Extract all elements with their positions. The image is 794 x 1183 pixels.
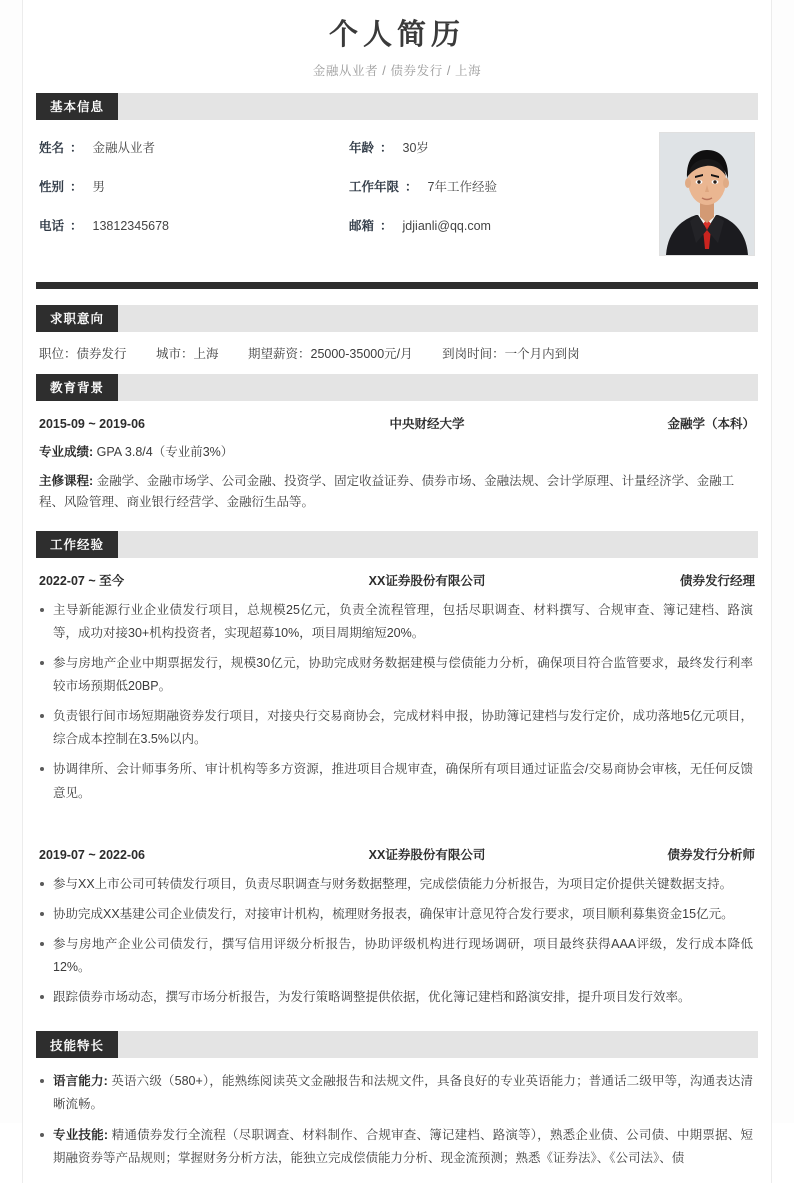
field-email-value: jdjianli@qq.com: [402, 218, 491, 233]
work-entry: [23, 558, 771, 818]
intent-availability: 到岗时间：一个月内到岗: [442, 346, 580, 361]
education-gpa-line: [23, 442, 771, 472]
list-item: 跟踪债券市场动态，撰写市场分析报告，为发行策略调整提供依据，优化簿记建档和路演安排，提升项目发行效率。: [53, 986, 753, 1009]
work-entry-header: [23, 558, 771, 599]
skill-professional-separator: :: [103, 1127, 108, 1142]
field-age-separator: ：: [380, 140, 393, 155]
basic-info-grid: [39, 138, 669, 234]
work-company: XX证券股份有限公司: [368, 847, 486, 862]
basic-info-block: [23, 120, 771, 274]
field-experience-years: [349, 177, 669, 195]
skill-language-text: 英语六级（580+），能熟练阅读英文金融报告和法规文件，具备良好的专业英语能力；普通话二级甲等，沟通表达清晰流畅。: [53, 1074, 753, 1112]
section-header-intent: [36, 305, 758, 332]
field-experience-years-separator: ：: [405, 179, 418, 194]
list-item: 协调律所、会计师事务所、审计机构等多方资源，推进项目合规审查，确保所有项目通过证监会/交易商协会审核，无任何反馈意见。: [53, 758, 753, 804]
section-header-education: [36, 374, 758, 401]
education-school: 中央财经大学: [389, 416, 465, 431]
list-item: 参与XX上市公司可转债发行项目，负责尽职调查与财务数据整理，完成偿债能力分析报告，为项目定价提供关键数据支持。: [53, 873, 753, 896]
education-courses-line: [23, 471, 771, 521]
field-phone-label: 电话: [39, 218, 65, 233]
list-item: [53, 1070, 753, 1116]
work-period: 2022-07 ~ 至今: [39, 573, 125, 588]
field-phone-separator: ：: [70, 218, 83, 233]
list-item: 参与房地产企业公司债发行，撰写信用评级分析报告，协助评级机构进行现场调研，项目最终获得AAA评级，发行成本降低12%。: [53, 933, 753, 979]
skills-bullet-list: [23, 1058, 771, 1183]
section-tag-basic: 基本信息: [36, 93, 118, 120]
avatar: [659, 132, 755, 256]
work-company: XX证券股份有限公司: [368, 573, 486, 588]
field-name-label: 姓名: [39, 140, 65, 155]
section-tag-work: 工作经验: [36, 531, 118, 558]
intent-position: 职位：债券发行: [39, 346, 127, 361]
field-phone: [39, 216, 349, 234]
field-age-value: 30岁: [402, 140, 429, 155]
portrait-photo-icon: [660, 133, 754, 255]
document-header: [23, 0, 771, 93]
spacer: [23, 818, 771, 832]
page-subtitle: 金融从业者 / 债券发行 / 上海: [312, 63, 482, 78]
work-role: 债券发行经理: [679, 573, 755, 588]
field-age-label: 年龄: [349, 140, 375, 155]
field-name-value: 金融从业者: [92, 140, 156, 155]
education-major: 金融学（本科）: [667, 416, 755, 431]
work-role: 债券发行分析师: [667, 847, 755, 862]
field-email: [349, 216, 669, 234]
skill-language-separator: :: [103, 1074, 108, 1089]
field-experience-years-value: 7年工作经验: [427, 179, 497, 194]
work-entry-header: [23, 832, 771, 873]
intent-city: 城市：上海: [156, 346, 219, 361]
skill-professional-label: 专业技能: [53, 1127, 104, 1142]
field-email-separator: ：: [380, 218, 393, 233]
page-title: 个人简历: [328, 19, 465, 51]
section-tag-intent: 求职意向: [36, 305, 118, 332]
list-item: 负责银行间市场短期融资券发行项目，对接央行交易商协会，完成材料申报，协助簿记建档与发行定价，成功落地5亿元项目，综合成本控制在3.5%以内。: [53, 705, 753, 751]
spacer: [23, 522, 771, 531]
section-tag-education: 教育背景: [36, 374, 118, 401]
intent-salary: 期望薪资：25000-35000元/月: [248, 346, 413, 361]
field-email-label: 邮箱: [349, 218, 375, 233]
section-tag-skills: 技能特长: [36, 1031, 118, 1058]
education-courses-label: 主修课程:: [39, 474, 94, 489]
education-period: 2015-09 ~ 2019-06: [39, 416, 145, 431]
skill-language-label: 语言能力: [53, 1074, 104, 1089]
education-gpa-label: 专业成绩:: [39, 444, 94, 459]
field-gender: [39, 177, 349, 195]
field-name-separator: ：: [70, 140, 83, 155]
work-period: 2019-07 ~ 2022-06: [39, 847, 145, 862]
field-gender-value: 男: [92, 179, 106, 194]
section-divider: [36, 282, 758, 289]
skill-professional-text: 精通债券发行全流程（尽职调查、材料制作、合规审查、簿记建档、路演等），熟悉企业债、公司债、中期票据、短期融资券等产品规则；掌握财务分析方法，能独立完成偿债能力分析、现金流预测；熟悉《证券法》、《公司法》、债: [53, 1127, 753, 1165]
field-gender-separator: ：: [70, 179, 83, 194]
work-entry: [23, 832, 771, 1023]
education-entry-header: [23, 401, 771, 442]
list-item: [53, 1124, 753, 1170]
field-name: [39, 138, 349, 156]
field-phone-value: 13812345678: [92, 218, 170, 233]
list-item: 协助完成XX基建公司企业债发行，对接审计机构，梳理财务报表，确保审计意见符合发行要求，项目顺利募集资金15亿元。: [53, 903, 753, 926]
list-item: 主导新能源行业企业债发行项目，总规模25亿元，负责全流程管理，包括尽职调查、材料撰写、合规审查、簿记建档、路演等，成功对接30+机构投资者，实现超募10%，项目周期缩短20%。: [53, 599, 753, 645]
work-bullet-list: [23, 599, 771, 818]
field-experience-years-label: 工作年限: [349, 179, 400, 194]
resume-sheet: [22, 0, 772, 1183]
section-header-skills: [36, 1031, 758, 1058]
section-header-basic: [36, 93, 758, 120]
job-intention-line: [23, 332, 771, 374]
education-gpa-value: GPA 3.8/4（专业前3%）: [96, 444, 234, 459]
spacer: [23, 1022, 771, 1031]
section-header-work: [36, 531, 758, 558]
field-gender-label: 性别: [39, 179, 65, 194]
work-bullet-list: [23, 873, 771, 1023]
list-item: 参与房地产企业中期票据发行，规模30亿元，协助完成财务数据建模与偿债能力分析，确保项目符合监管要求，最终发行利率较市场预期低20BP。: [53, 652, 753, 698]
education-courses-value: 金融学、金融市场学、公司金融、投资学、固定收益证券、债券市场、金融法规、会计学原理、计量经济学、金融工程、风险管理、商业银行经营学、金融衍生品等。: [39, 474, 735, 510]
field-age: [349, 138, 669, 156]
